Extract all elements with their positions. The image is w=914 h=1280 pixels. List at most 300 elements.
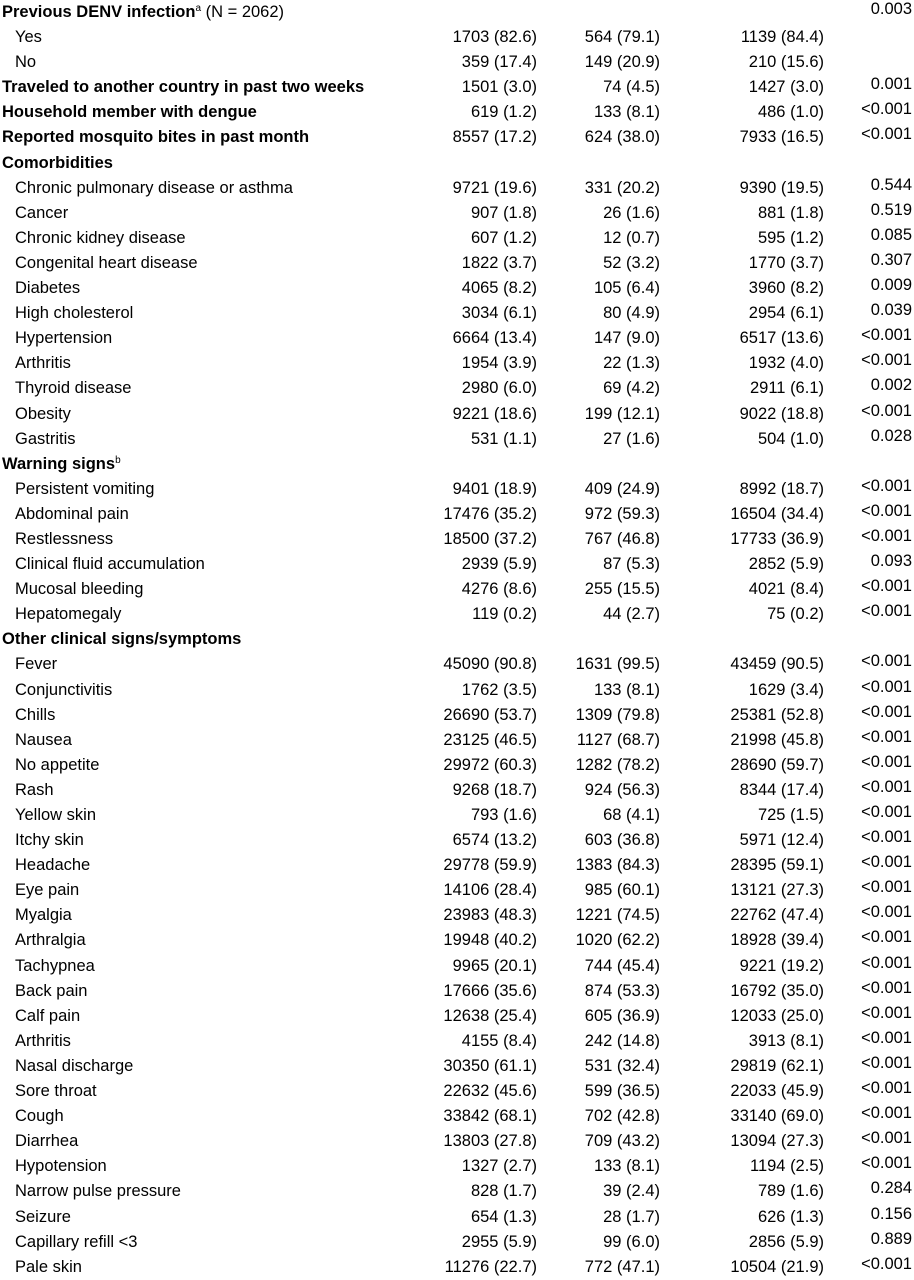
table-row [0, 954, 914, 979]
positive-cell: 1282 (78.2) [575, 755, 660, 774]
total-cell: 6664 (13.4) [452, 329, 537, 348]
p-value-cell: 0.544 [870, 175, 912, 194]
p-value-cell: <0.001 [861, 577, 912, 596]
table-row [0, 979, 914, 1004]
p-value-cell: <0.001 [861, 752, 912, 771]
table-row [0, 903, 914, 928]
positive-cell: 1631 (99.5) [575, 655, 660, 674]
table-row [0, 1004, 914, 1029]
negative-cell: 789 (1.6) [757, 1182, 824, 1201]
row-label-text: Hypertension [15, 329, 113, 348]
table-row [0, 828, 914, 853]
row-label-text: Headache [15, 856, 91, 875]
row-label-text: No [15, 53, 37, 72]
total-cell: 654 (1.3) [470, 1207, 537, 1226]
negative-cell: 6517 (13.6) [739, 329, 824, 348]
total-cell: 19948 (40.2) [443, 931, 537, 950]
table-row [0, 376, 914, 401]
total-cell: 29778 (59.9) [443, 856, 537, 875]
positive-cell: 26 (1.6) [603, 203, 660, 222]
total-cell: 2939 (5.9) [461, 555, 537, 574]
row-label [2, 100, 257, 125]
p-value-cell: <0.001 [861, 351, 912, 370]
row-label-text: Cancer [15, 203, 69, 222]
row-label-text: Hepatomegaly [15, 605, 122, 624]
row-label [15, 226, 186, 251]
p-value-cell: 0.009 [870, 276, 912, 295]
row-label [15, 678, 112, 703]
table-row [0, 326, 914, 351]
table-row [0, 552, 914, 577]
positive-cell: 1127 (68.7) [576, 730, 660, 749]
positive-cell: 87 (5.3) [603, 555, 660, 574]
positive-cell: 242 (14.8) [584, 1031, 660, 1050]
p-value-cell: 0.085 [870, 225, 912, 244]
positive-cell: 133 (8.1) [593, 103, 660, 122]
negative-cell: 10504 (21.9) [730, 1257, 824, 1276]
total-cell: 23983 (48.3) [443, 906, 537, 925]
row-label-text: Traveled to another country in past two weeks [2, 78, 365, 97]
negative-cell: 2856 (5.9) [748, 1232, 824, 1251]
negative-cell: 8992 (18.7) [739, 479, 824, 498]
table-row [0, 1054, 914, 1079]
positive-cell: 531 (32.4) [584, 1056, 660, 1075]
row-label-text: Hypotension [15, 1157, 107, 1176]
negative-cell: 28395 (59.1) [730, 856, 824, 875]
negative-cell: 3913 (8.1) [748, 1031, 824, 1050]
total-cell: 2980 (6.0) [461, 379, 537, 398]
total-cell: 14106 (28.4) [443, 881, 537, 900]
positive-cell: 924 (56.3) [584, 780, 660, 799]
positive-cell: 603 (36.8) [584, 831, 660, 850]
table-row [0, 1129, 914, 1154]
p-value-cell: <0.001 [861, 1154, 912, 1173]
row-label [15, 703, 55, 728]
row-label-text: Arthralgia [15, 931, 86, 950]
total-cell: 607 (1.2) [470, 228, 537, 247]
negative-cell: 1427 (3.0) [748, 78, 824, 97]
table-row [0, 652, 914, 677]
negative-cell: 22033 (45.9) [730, 1082, 824, 1101]
p-value-cell: <0.001 [861, 501, 912, 520]
row-label [15, 577, 143, 602]
total-cell: 828 (1.7) [470, 1182, 537, 1201]
positive-cell: 409 (24.9) [584, 479, 660, 498]
row-label-text: Persistent vomiting [15, 479, 155, 498]
table-row [0, 276, 914, 301]
p-value-cell: <0.001 [861, 1104, 912, 1123]
row-label [15, 477, 154, 502]
total-cell: 9268 (18.7) [452, 780, 537, 799]
negative-cell: 2852 (5.9) [748, 555, 824, 574]
positive-cell: 767 (46.8) [584, 529, 660, 548]
row-label-text: Diabetes [15, 279, 81, 298]
p-value-cell: <0.001 [861, 978, 912, 997]
negative-cell: 75 (0.2) [767, 605, 824, 624]
table-row [0, 778, 914, 803]
negative-cell: 18928 (39.4) [730, 931, 824, 950]
positive-cell: 874 (53.3) [584, 981, 660, 1000]
total-cell: 17666 (35.6) [443, 981, 537, 1000]
negative-cell: 33140 (69.0) [730, 1107, 824, 1126]
positive-cell: 133 (8.1) [593, 1157, 660, 1176]
row-label [15, 954, 95, 979]
total-cell: 17476 (35.2) [443, 504, 537, 523]
p-value-cell: 0.028 [870, 426, 912, 445]
table-row [0, 50, 914, 75]
table-row [0, 1154, 914, 1179]
table-row [0, 226, 914, 251]
row-label-text: Household member with dengue [2, 103, 257, 122]
positive-cell: 12 (0.7) [603, 228, 660, 247]
row-label [2, 0, 284, 27]
positive-cell: 331 (20.2) [584, 178, 660, 197]
total-cell: 1762 (3.5) [461, 680, 537, 699]
p-value-cell: <0.001 [861, 903, 912, 922]
positive-cell: 80 (4.9) [603, 304, 660, 323]
row-label-text: Calf pain [15, 1006, 81, 1025]
negative-cell: 43459 (90.5) [730, 655, 824, 674]
row-label-text: Capillary refill <3 [15, 1232, 138, 1251]
row-label-text: Chills [15, 705, 56, 724]
p-value-cell: <0.001 [861, 526, 912, 545]
negative-cell: 5971 (12.4) [739, 831, 824, 850]
row-label-text: Clinical fluid accumulation [15, 555, 205, 574]
row-label-text: Nausea [15, 730, 72, 749]
positive-cell: 69 (4.2) [603, 379, 660, 398]
positive-cell: 199 (12.1) [584, 404, 660, 423]
table-row [0, 577, 914, 602]
p-value-cell: <0.001 [861, 928, 912, 947]
row-label [15, 1104, 64, 1129]
total-cell: 8557 (17.2) [452, 128, 537, 147]
p-value-cell: 0.156 [870, 1204, 912, 1223]
row-label-text: Comorbidities [2, 153, 113, 172]
row-label [15, 1230, 137, 1255]
footnote-marker: a [195, 3, 202, 14]
total-cell: 359 (17.4) [461, 53, 537, 72]
p-value-cell: <0.001 [861, 401, 912, 420]
p-value-cell: <0.001 [861, 953, 912, 972]
negative-cell: 13121 (27.3) [730, 881, 824, 900]
row-label-text: Yes [15, 28, 42, 47]
p-value-cell: 0.519 [870, 200, 912, 219]
negative-cell: 28690 (59.7) [730, 755, 824, 774]
row-label [15, 1154, 107, 1179]
row-label-text: Previous DENV infection [2, 3, 196, 21]
row-label-text: Yellow skin [15, 806, 97, 824]
p-value-cell: 0.001 [870, 75, 912, 94]
total-cell: 531 (1.1) [470, 429, 537, 448]
row-label [15, 1129, 78, 1154]
positive-cell: 1383 (84.3) [575, 856, 660, 875]
negative-cell: 626 (1.3) [757, 1207, 824, 1226]
row-label-text: Seizure [15, 1207, 71, 1226]
row-label [15, 1179, 181, 1204]
table-row [0, 1029, 914, 1054]
total-cell: 9221 (18.6) [452, 404, 537, 423]
row-label-text: Abdominal pain [15, 504, 129, 523]
total-cell: 45090 (90.8) [443, 655, 537, 674]
row-label-text: Diarrhea [15, 1132, 79, 1151]
total-cell: 18500 (37.2) [443, 529, 537, 548]
table-row [0, 803, 914, 828]
table-row [0, 402, 914, 427]
positive-cell: 1020 (62.2) [575, 931, 660, 950]
total-cell: 13803 (27.8) [443, 1132, 537, 1151]
positive-cell: 605 (36.9) [584, 1006, 660, 1025]
p-value-cell: <0.001 [861, 1129, 912, 1148]
table-row [0, 678, 914, 703]
total-cell: 11276 (22.7) [444, 1257, 537, 1276]
row-label-text: Sore throat [15, 1082, 97, 1101]
total-cell: 3034 (6.1) [461, 304, 537, 323]
table-row [0, 125, 914, 150]
row-label [15, 201, 68, 226]
table-row [0, 527, 914, 552]
positive-cell: 44 (2.7) [603, 605, 660, 624]
table-row [0, 753, 914, 778]
table-row [0, 0, 914, 25]
row-label [2, 151, 113, 176]
p-value-cell: <0.001 [861, 1053, 912, 1072]
total-cell: 119 (0.2) [472, 605, 537, 624]
table-row [0, 25, 914, 50]
total-cell: 30350 (61.1) [443, 1056, 537, 1075]
row-label [15, 878, 79, 903]
p-value-cell: <0.001 [861, 853, 912, 872]
total-cell: 9721 (19.6) [452, 178, 537, 197]
positive-cell: 22 (1.3) [603, 354, 660, 373]
p-value-cell: <0.001 [861, 727, 912, 746]
row-label-text: Warning signs [2, 454, 116, 473]
total-cell: 619 (1.2) [470, 103, 537, 122]
positive-cell: 68 (4.1) [603, 806, 660, 824]
p-value-cell: <0.001 [861, 100, 912, 119]
row-label [15, 1255, 82, 1280]
positive-cell: 28 (1.7) [603, 1207, 660, 1226]
total-cell: 26690 (53.7) [443, 705, 537, 724]
row-label [15, 50, 36, 75]
p-value-cell: 0.003 [870, 0, 912, 18]
negative-cell: 2911 (6.1) [750, 379, 824, 398]
row-label-text: Cough [15, 1107, 64, 1126]
total-cell: 1327 (2.7) [461, 1157, 537, 1176]
row-label-text: Conjunctivitis [15, 680, 113, 699]
p-value-cell: <0.001 [861, 702, 912, 721]
positive-cell: 1309 (79.8) [575, 705, 660, 724]
p-value-cell: <0.001 [861, 1254, 912, 1273]
negative-cell: 9221 (19.2) [739, 956, 824, 975]
p-value-cell: 0.307 [870, 250, 912, 269]
negative-cell: 1770 (3.7) [748, 253, 824, 272]
row-label-text: No appetite [15, 755, 100, 774]
row-note: (N = 2062) [201, 3, 285, 21]
negative-cell: 725 (1.5) [757, 806, 824, 824]
footnote-marker: b [115, 454, 121, 466]
row-label [15, 1205, 71, 1230]
total-cell: 4065 (8.2) [461, 279, 537, 298]
p-value-cell: <0.001 [861, 652, 912, 671]
total-cell: 23125 (46.5) [443, 730, 537, 749]
negative-cell: 17733 (36.9) [730, 529, 824, 548]
row-label-text: Arthritis [15, 354, 71, 373]
row-label-text: Nasal discharge [15, 1056, 134, 1075]
table-row [0, 427, 914, 452]
row-label-text: Rash [15, 780, 54, 799]
negative-cell: 1139 (84.4) [740, 28, 824, 47]
p-value-cell: 0.093 [870, 552, 912, 571]
row-label-text: High cholesterol [15, 304, 134, 323]
table-row [0, 1205, 914, 1230]
table-row [0, 878, 914, 903]
table-row [0, 1179, 914, 1204]
positive-cell: 255 (15.5) [584, 580, 660, 599]
table-row [0, 502, 914, 527]
row-label [2, 627, 241, 652]
negative-cell: 4021 (8.4) [748, 580, 824, 599]
row-label [2, 75, 364, 100]
row-label [15, 351, 71, 376]
row-label [15, 728, 72, 753]
positive-cell: 74 (4.5) [603, 78, 660, 97]
row-label-text: Back pain [15, 981, 88, 1000]
row-label-text: Chronic pulmonary disease or asthma [15, 178, 293, 197]
row-label [15, 753, 99, 778]
negative-cell: 9390 (19.5) [739, 178, 824, 197]
total-cell: 2955 (5.9) [461, 1232, 537, 1251]
row-label [15, 602, 121, 627]
row-label [15, 979, 87, 1004]
positive-cell: 1221 (74.5) [575, 906, 660, 925]
p-value-cell: <0.001 [861, 1003, 912, 1022]
positive-cell: 599 (36.5) [584, 1082, 660, 1101]
positive-cell: 52 (3.2) [603, 253, 660, 272]
positive-cell: 702 (42.8) [584, 1107, 660, 1126]
negative-cell: 25381 (52.8) [730, 705, 824, 724]
negative-cell: 210 (15.6) [748, 53, 824, 72]
p-value-cell: <0.001 [861, 878, 912, 897]
row-label [15, 652, 57, 677]
positive-cell: 744 (45.4) [584, 956, 660, 975]
row-label [2, 452, 121, 479]
positive-cell: 985 (60.1) [584, 881, 660, 900]
row-label [2, 125, 309, 150]
row-label-text: Chronic kidney disease [15, 228, 186, 247]
positive-cell: 624 (38.0) [584, 128, 660, 147]
row-label [15, 552, 205, 577]
p-value-cell: <0.001 [861, 326, 912, 345]
row-label [15, 1079, 97, 1104]
table-row [0, 176, 914, 201]
row-label-text: Obesity [15, 404, 71, 423]
total-cell: 9401 (18.9) [452, 479, 537, 498]
table-row [0, 477, 914, 502]
row-label [15, 903, 72, 928]
total-cell: 907 (1.8) [470, 203, 537, 222]
positive-cell: 149 (20.9) [584, 53, 660, 72]
total-cell: 4276 (8.6) [461, 580, 537, 599]
total-cell: 1501 (3.0) [461, 78, 537, 97]
p-value-cell: 0.002 [870, 376, 912, 395]
total-cell: 29972 (60.3) [443, 755, 537, 774]
row-label [15, 1054, 133, 1079]
negative-cell: 881 (1.8) [757, 203, 824, 222]
p-value-cell: <0.001 [861, 677, 912, 696]
row-label [15, 276, 80, 301]
table-row [0, 627, 914, 652]
row-label-text: Reported mosquito bites in past month [2, 128, 310, 147]
table-row [0, 728, 914, 753]
row-label-text: Pale skin [15, 1257, 82, 1276]
table-row [0, 100, 914, 125]
table-row [0, 928, 914, 953]
negative-cell: 22762 (47.4) [730, 906, 824, 925]
row-label-text: Congenital heart disease [15, 253, 198, 272]
p-value-cell: 0.889 [870, 1229, 912, 1248]
row-label-text: Eye pain [15, 881, 80, 900]
row-label [15, 326, 112, 351]
total-cell: 22632 (45.6) [443, 1082, 537, 1101]
table-row [0, 853, 914, 878]
positive-cell: 133 (8.1) [593, 680, 660, 699]
positive-cell: 564 (79.1) [584, 28, 660, 47]
total-cell: 6574 (13.2) [452, 831, 537, 850]
row-label-text: Gastritis [15, 429, 76, 448]
table-row [0, 1230, 914, 1255]
row-label-text: Other clinical signs/symptoms [2, 630, 242, 649]
total-cell: 1954 (3.9) [461, 354, 537, 373]
row-label [15, 176, 293, 201]
row-label [15, 803, 96, 828]
p-value-cell: <0.001 [861, 125, 912, 144]
total-cell: 1822 (3.7) [461, 253, 537, 272]
total-cell: 1703 (82.6) [452, 28, 537, 47]
negative-cell: 504 (1.0) [757, 429, 824, 448]
row-label-text: Restlessness [15, 529, 114, 548]
negative-cell: 1194 (2.5) [750, 1157, 824, 1176]
row-label-text: Myalgia [15, 906, 72, 925]
table-row [0, 452, 914, 477]
row-label-text: Itchy skin [15, 831, 84, 850]
p-value-cell: <0.001 [861, 476, 912, 495]
total-cell: 9965 (20.1) [452, 956, 537, 975]
row-label [15, 301, 133, 326]
table-row [0, 1079, 914, 1104]
table-row [0, 151, 914, 176]
row-label [15, 1029, 71, 1054]
row-label [15, 251, 198, 276]
positive-cell: 147 (9.0) [593, 329, 660, 348]
row-label [15, 502, 129, 527]
positive-cell: 27 (1.6) [603, 429, 660, 448]
positive-cell: 709 (43.2) [584, 1132, 660, 1151]
negative-cell: 29819 (62.1) [730, 1056, 824, 1075]
row-label-text: Fever [15, 655, 58, 674]
row-label-text: Tachypnea [15, 956, 95, 975]
negative-cell: 9022 (18.8) [739, 404, 824, 423]
table-row [0, 251, 914, 276]
p-value-cell: <0.001 [861, 777, 912, 796]
total-cell: 4155 (8.4) [461, 1031, 537, 1050]
row-label [15, 376, 131, 401]
total-cell: 33842 (68.1) [443, 1107, 537, 1126]
table-row [0, 351, 914, 376]
p-value-cell: <0.001 [861, 803, 912, 821]
negative-cell: 595 (1.2) [757, 228, 824, 247]
table-row [0, 201, 914, 226]
p-value-cell: <0.001 [861, 1079, 912, 1098]
